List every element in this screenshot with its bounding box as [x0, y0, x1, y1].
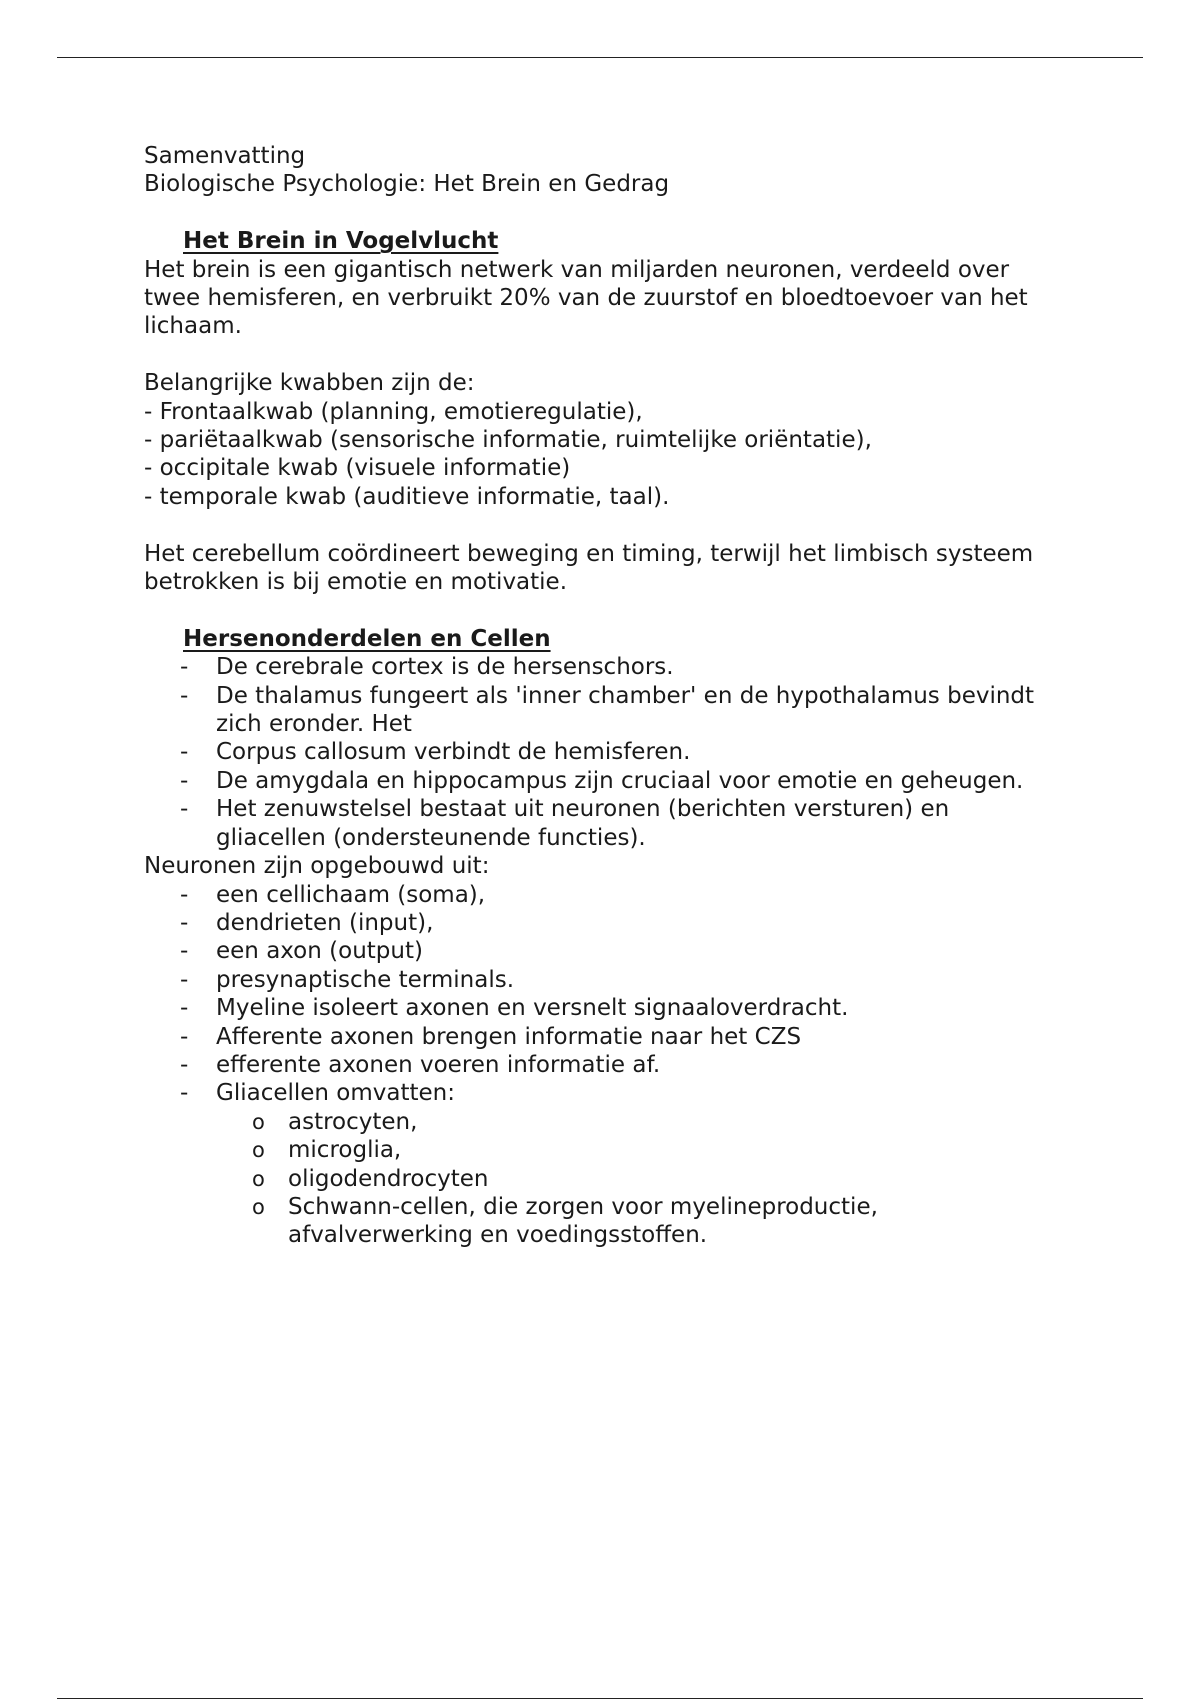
lobe-item: - pariëtaalkwab (sensorische informatie, ruimtelijke oriëntatie),	[144, 427, 872, 454]
list-item: - efferente axonen voeren informatie af.	[180, 1051, 661, 1078]
circle-bullet: o	[252, 1194, 265, 1219]
dash-bullet: -	[180, 881, 189, 908]
list-item: - dendrieten (input),	[180, 909, 434, 936]
spacer	[144, 596, 1064, 624]
list-item: - Corpus callosum verbindt de hemisferen.	[180, 739, 691, 766]
neuron-parts-list	[144, 881, 1064, 1250]
lobe-item: - temporale kwab (auditieve informatie, taal).	[144, 483, 670, 510]
dash-bullet: -	[180, 796, 189, 823]
section-heading-brein: Het Brein in Vogelvlucht	[183, 228, 499, 255]
footer-rule	[57, 1698, 1143, 1699]
sub-list-item: o microglia,	[252, 1137, 402, 1164]
dash-bullet: -	[180, 767, 189, 794]
list-item: - De cerebrale cortex is de hersenschors.	[180, 654, 674, 681]
intro-paragraph: Het brein is een gigantisch netwerk van miljarden neuronen, verdeeld over twee hemisferen, en verbruikt 20% van de zuurstof en bloedtoevoer van het lichaam.	[144, 256, 1028, 340]
lobes-intro: Belangrijke kwabben zijn de:	[144, 370, 475, 397]
sub-list-item: o Schwann-cellen, die zorgen voor myelineproductie, afvalverwerking en voedingsstoffen.	[252, 1193, 878, 1249]
list-item: - een axon (output)	[180, 938, 423, 965]
spacer	[144, 199, 1064, 227]
sub-list-item: o astrocyten,	[252, 1108, 418, 1135]
header-rule	[57, 57, 1143, 58]
dash-bullet: -	[180, 739, 189, 766]
dash-bullet: -	[180, 1023, 189, 1050]
cerebellum-paragraph: Het cerebellum coördineert beweging en timing, terwijl het limbisch systeem betrokken is bij emotie en motivatie.	[144, 540, 1034, 596]
dash-bullet: -	[180, 682, 189, 709]
list-item: - een cellichaam (soma),	[180, 881, 486, 908]
lobe-item: - Frontaalkwab (planning, emotieregulatie),	[144, 398, 643, 425]
glia-list	[216, 1108, 1056, 1250]
document-subtitle: Biologische Psychologie: Het Brein en Gedrag	[144, 171, 670, 198]
list-item: - Gliacellen omvatten: o astrocyten, o microglia, o oligodendrocyten o Schwann-cellen, die zorgen voor myelineproductie, afvalverwerking en voedingsstoffen.	[144, 1079, 1056, 1249]
spacer	[144, 341, 1064, 369]
circle-bullet: o	[252, 1166, 265, 1191]
dash-bullet: -	[180, 909, 189, 936]
list-item: - De amygdala en hippocampus zijn cruciaal voor emotie en geheugen.	[180, 767, 1024, 794]
brain-parts-list	[144, 653, 1064, 852]
spacer	[144, 511, 1064, 539]
dash-bullet: -	[180, 1051, 189, 1078]
dash-bullet: -	[180, 654, 189, 681]
dash-bullet: -	[180, 1080, 189, 1107]
list-item: - Het zenuwstelsel bestaat uit neuronen (berichten versturen) en gliacellen (ondersteunende functies).	[180, 796, 950, 851]
list-item: - Myeline isoleert axonen en versnelt signaaloverdracht.	[180, 995, 849, 1022]
dash-bullet: -	[180, 995, 189, 1022]
lobe-item: - occipitale kwab (visuele informatie)	[144, 455, 571, 482]
section-heading-cellen: Hersenonderdelen en Cellen	[183, 625, 551, 652]
list-item: - presynaptische terminals.	[180, 966, 515, 993]
dash-bullet: -	[180, 966, 189, 993]
list-item: - De thalamus fungeert als 'inner chamber' en de hypothalamus bevindt zich eronder. Het	[180, 682, 1035, 738]
circle-bullet: o	[252, 1109, 265, 1134]
document-body	[144, 142, 1064, 1250]
dash-bullet: -	[180, 938, 189, 965]
list-item: - Afferente axonen brengen informatie naar het CZS	[180, 1023, 802, 1050]
circle-bullet: o	[252, 1138, 265, 1163]
document-title: Samenvatting	[144, 143, 306, 169]
sub-list-item: o oligodendrocyten	[252, 1165, 489, 1192]
neurons-intro: Neuronen zijn opgebouwd uit:	[144, 853, 490, 880]
